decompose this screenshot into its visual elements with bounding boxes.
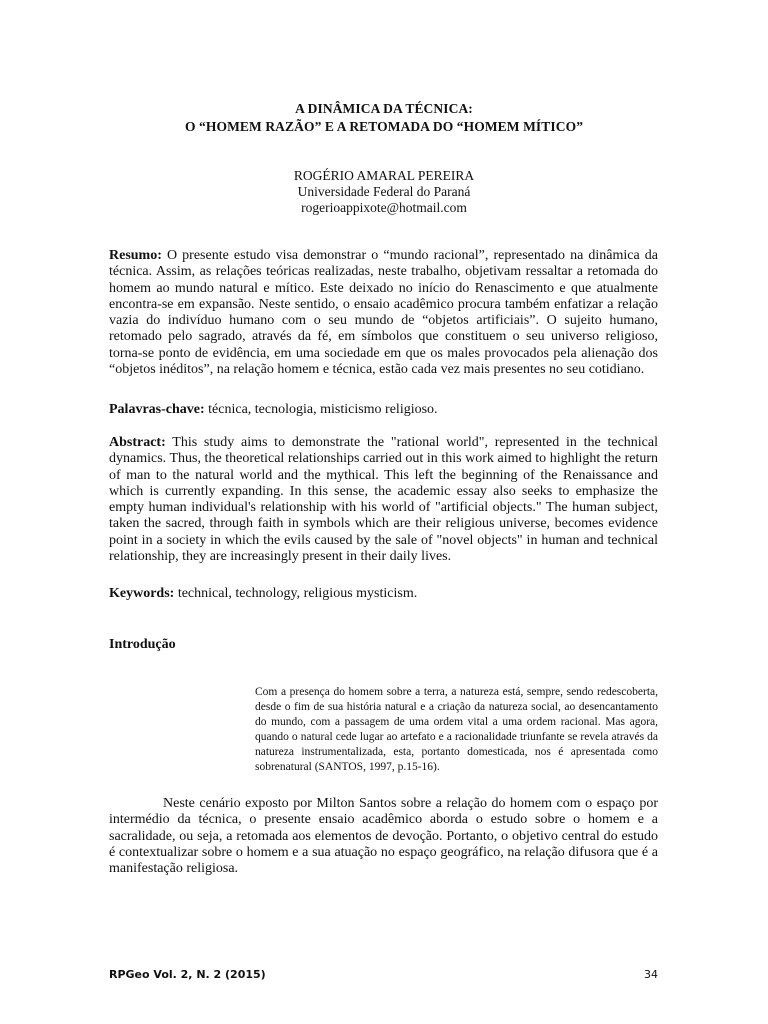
author-affiliation: Universidade Federal do Paraná [297,184,471,199]
keywords-paragraph [109,586,658,602]
palavras-chave-paragraph [109,402,658,418]
palavras-chave-label: Palavras-chave: [109,402,205,417]
keywords-text: technical, technology, religious mysticism. [174,586,418,601]
resumo-label: Resumo: [109,248,162,263]
author-block [0,168,768,216]
author-name: ROGÉRIO AMARAL PEREIRA [293,168,475,183]
title-line-2: O “HOMEM RAZÃO” E A RETOMADA DO “HOMEM MÍTICO” [184,119,584,134]
resumo-text: O presente estudo visa demonstrar o “mundo racional”, representado na dinâmica da técnica. Assim, as relações teóricas realizadas, neste trabalho, objetivam ressaltar a retomada do homem ao mundo natural e mítico. Este deixado no início do Renascimento e que atualmente encontra-se em expansão. Neste sentido, o ensaio acadêmico procura também enfatizar a relação vazia do indivíduo humano com o seu mundo de “objetos artificiais”. O sujeito humano, retomado pelo sagrado, através da fé, em símbolos que constituem o seu universo religioso, torna-se ponto de evidência, em uma sociedade em que os males provocados pela alienação dos “objetos inéditos”, na relação homem e técnica, estão cada vez mais presentes no seu cotidiano. [109,248,658,378]
abstract-text: This study aims to demonstrate the "rational world", represented in the technical dynamics. Thus, the theoretical relationships carried out in this work aimed to highlight the return of man to the natural world and the mythical. This left the beginning of the Renaissance and which is currently expanding. In this sense, the academic essay also seeks to emphasize the empty human individual's relationship with his world of "artificial objects." The human subject, taken the sacred, through faith in symbols which are their religious universe, becomes evidence point in a society in which the evils caused by the sale of "novel objects" in human and technical relationship, they are increasingly present in their daily lives. [109,435,658,565]
intro-paragraph: Neste cenário exposto por Milton Santos sobre a relação do homem com o espaço por intermédio da técnica, o presente ensaio acadêmico aborda o estudo sobre o homem e a sacralidade, ou seja, a retomada aos elementos de devoção. Portanto, o objetivo central do estudo é contextualizar sobre o homem e a sua atuação no espaço geográfico, na relação difusora que é a manifestação religiosa. [109,796,658,877]
footer-journal: RPGeo Vol. 2, N. 2 (2015) [109,968,266,981]
abstract-paragraph [109,435,658,565]
footer-page-number: 34 [644,968,658,981]
document-title [0,100,768,136]
block-quote: Com a presença do homem sobre a terra, a natureza está, sempre, sendo redescoberta, desde o fim de sua história natural e a criação da natureza social, ao desencantamento do mundo, com a passagem de uma ordem vital a uma ordem racional. Mas agora, quando o natural cede lugar ao artefato e a racionalidade triunfante se revela através da natureza instrumentalizada, esta, portanto domesticada, nos é apresentada como sobrenatural (SANTOS, 1997, p.15-16). [255,686,658,773]
palavras-chave-text: técnica, tecnologia, misticismo religioso. [204,402,438,417]
author-email: rogerioappixote@hotmail.com [301,200,467,215]
resumo-paragraph [109,248,658,378]
section-heading-introducao: Introdução [109,637,176,652]
abstract-label: Abstract: [109,435,166,450]
keywords-label: Keywords: [109,586,175,601]
title-line-1: A DINÂMICA DA TÉCNICA: [295,101,473,116]
